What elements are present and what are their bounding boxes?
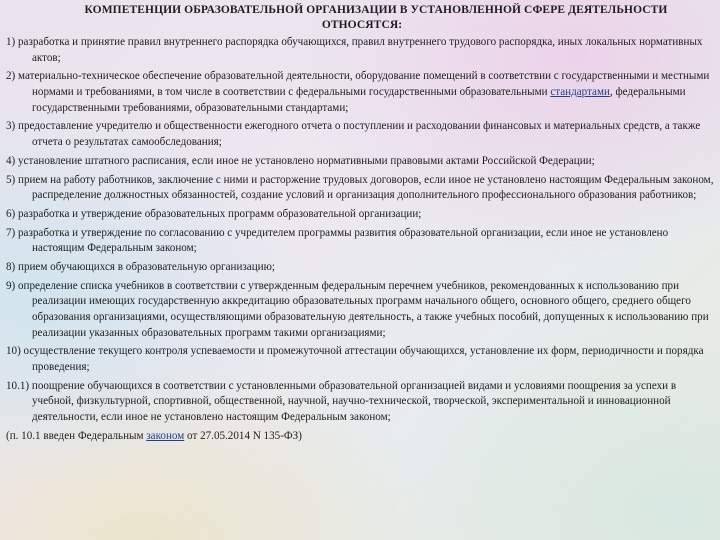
amendment-note-text-before: (п. 10.1 введен Федеральным [6,429,147,442]
list-item-8: 8) прием обучающихся в образовательную организацию; [6,261,275,274]
list-item-9: 9) определение списка учебников в соответствии с утвержденным федеральным перечнем учебников, рекомендованных к использованию при реализации имеющих государственную аккредитацию образовательных программ начального общего, основного общего, среднего общего образования организациями, осуществляющими образовательную деятельность, а также учебных пособий, допущенных к использованию при реализации указанных образовательных программ такими организациями; [6,279,709,339]
list-item-3: 3) предоставление учредителю и общественности ежегодного отчета о поступлении и расходовании финансовых и материальных средств, а также отчета о результатах самообследования; [6,120,701,148]
amendment-note-text-after: от 27.05.2014 N 135-ФЗ) [184,429,302,442]
standards-link[interactable]: стандартами [550,85,610,98]
list-item-7: 7) разработка и утверждение по согласованию с учредителем программы развития образовательной организации, если иное не установлено настоящим Федеральным законом; [6,226,669,255]
list-item-5: 5) прием на работу работников, заключение с ними и расторжение трудовых договоров, если иное не установлено настоящим Федеральным законом, распределение должностных обязанностей, создание условий и организация дополнительного профессионального образования работников; [6,173,714,202]
amendment-note [6,429,718,445]
title-line-1: КОМПЕТЕНЦИИ ОБРАЗОВАТЕЛЬНОЙ ОРГАНИЗАЦИИ В УСТАНОВЛЕННОЙ СФЕРЕ ДЕЯТЕЛЬНОСТИ [84,4,668,16]
list-item-2 [6,69,718,116]
list-item-10-1: 10.1) поощрение обучающихся в соответствии с установленными образовательной организацией видами и условиями поощрения за успехи в учебной, физкультурной, спортивной, общественной, научной, научно-технической, творческой, экспериментальной и инновационной деятельности, если иное не установлено настоящим Федеральным законом; [6,379,677,423]
list-item-10: 10) осуществление текущего контроля успеваемости и промежуточной аттестации обучающихся, установление их форм, периодичности и порядка проведения; [6,345,704,373]
list-item-6: 6) разработка и утверждение образовательных программ образовательной организации; [6,207,422,220]
law-link[interactable]: законом [146,429,185,442]
list-item-4: 4) установление штатного расписания, если иное не установлено нормативными правовыми актами Российской Федерации; [6,154,595,167]
title-line-2: ОТНОСЯТСЯ: [321,19,403,31]
list-item-2-text-before: 2) материально-техническое обеспечение образовательной деятельности, оборудование помещений в соответствии с государственными и местными нормами и требованиями, в том числе в соответствии с федеральными государственными образовательными [6,70,710,98]
document-body [6,3,718,448]
list-item-2-text-after: , федеральными государственными требованиями, образовательными стандартами; [32,85,686,114]
page-title [6,3,718,33]
list-item-1: 1) разработка и принятие правил внутреннего распорядка обучающихся, правил внутреннего трудового распорядка, иных локальных нормативных актов; [6,36,703,64]
